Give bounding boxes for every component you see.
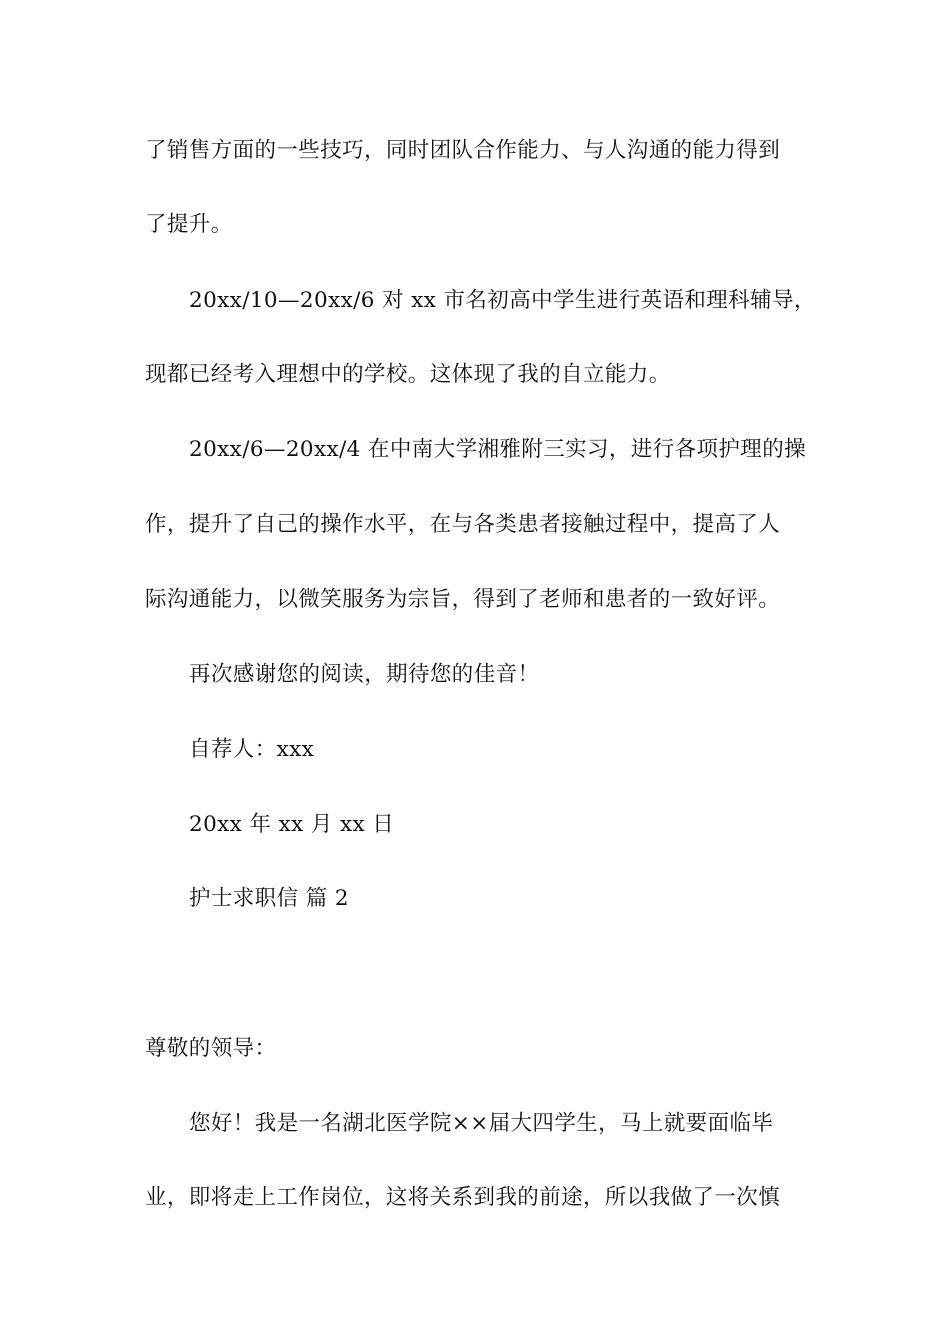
paragraph-line: 您好！我是一名湖北医学院××届大四学生，马上就要面临毕 — [189, 1111, 774, 1136]
paragraph-line: 现都已经考入理想中的学校。这体现了我的自立能力。 — [145, 362, 671, 387]
paragraph-line: 际沟通能力，以微笑服务为宗旨，得到了老师和患者的一致好评。 — [145, 587, 781, 612]
paragraph-line: 作，提升了自己的操作水平，在与各类患者接触过程中，提高了人 — [145, 512, 781, 537]
signature-line: 自荐人：xxx — [189, 737, 315, 762]
date-line: 20xx 年 xx 月 xx 日 — [189, 812, 395, 837]
paragraph-line: 业，即将走上工作岗位，这将关系到我的前途，所以我做了一次慎 — [145, 1185, 781, 1210]
closing-line: 再次感谢您的阅读，期待您的佳音！ — [189, 662, 540, 687]
paragraph-line: 了销售方面的一些技巧，同时团队合作能力、与人沟通的能力得到 — [145, 138, 781, 163]
section-title: 护士求职信 篇 2 — [189, 886, 349, 911]
salutation-line: 尊敬的领导： — [145, 1036, 277, 1061]
paragraph-line: 了提升。 — [145, 212, 233, 237]
paragraph-line: 20xx/10—20xx/6 对 xx 市名初高中学生进行英语和理科辅导， — [189, 288, 816, 313]
paragraph-line: 20xx/6—20xx/4 在中南大学湘雅附三实习，进行各项护理的操 — [189, 437, 806, 462]
